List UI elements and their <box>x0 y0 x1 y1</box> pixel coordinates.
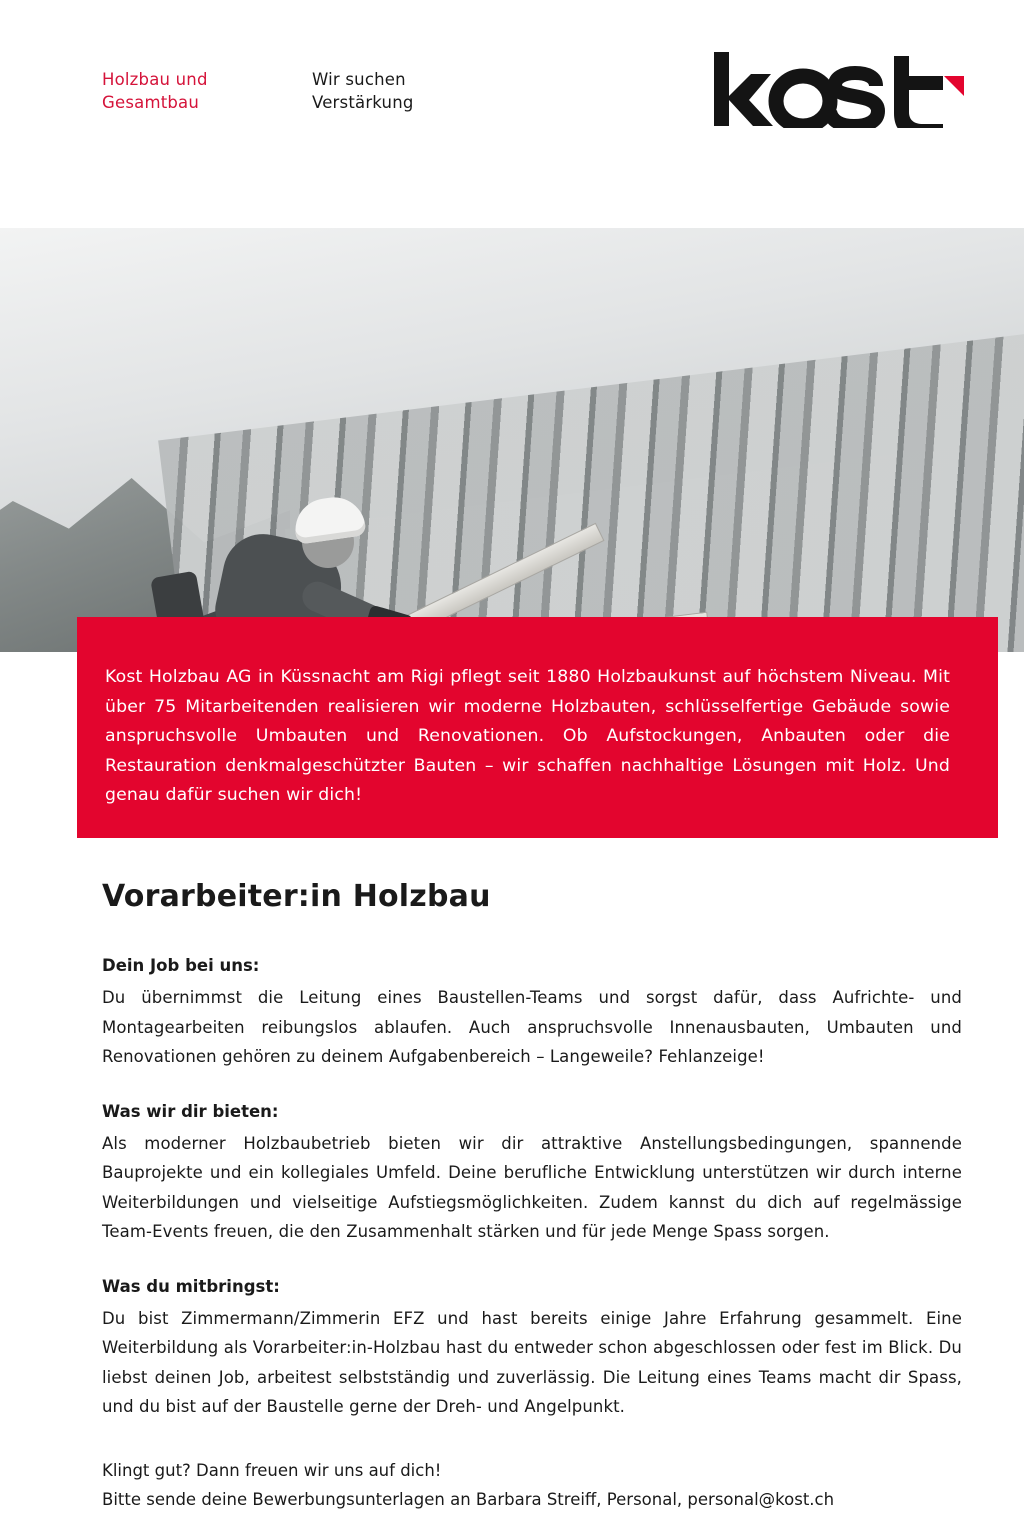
section-was-wir-bieten <box>102 1098 962 1247</box>
page-header <box>0 0 1024 213</box>
hiring-tagline-line2: Verstärkung <box>312 93 414 112</box>
closing-block <box>102 1456 962 1515</box>
section-heading: Was wir dir bieten: <box>102 1101 279 1121</box>
section-body: Du bist Zimmermann/Zimmerin EFZ und hast bereits einige Jahre Erfahrung gesammelt. Eine Weiterbildung als Vorarbeiter:in-Holzbau hast du entweder schon abgeschlossen oder fest im Blick. Du liebst deinen Job, arbeitest selbstständig und zuverlässig. Die Leitung eines Teams macht dir Spass, und du bist auf der Baustelle gerne der Dreh- und Angelpunkt. <box>102 1308 962 1416</box>
hiring-tagline-line1: Wir suchen <box>312 70 406 89</box>
section-dein-job <box>102 952 962 1072</box>
job-posting-content <box>102 880 962 1515</box>
closing-line-1: Klingt gut? Dann freuen wir uns auf dich! <box>102 1460 442 1480</box>
closing-line-2[interactable]: Bitte sende deine Bewerbungsunterlagen an Barbara Streiff, Personal, personal@kost.ch <box>102 1490 835 1509</box>
page-title: Vorarbeiter:in Holzbau <box>102 879 491 914</box>
hero-image <box>0 228 1024 652</box>
company-division-label <box>102 68 208 114</box>
intro-text: Kost Holzbau AG in Küssnacht am Rigi pflegt seit 1880 Holzbaukunst auf höchstem Niveau. Mit über 75 Mitarbeitenden realisieren wir moderne Holzbauten, schlüsselfertige Gebäude sowie anspruchsvolle Umbauten und Renovationen. Ob Aufstockungen, Anbauten oder die Restauration denkmalgeschützter Bauten – wir schaffen nachhaltige Lösungen mit Holz. Und genau dafür suchen wir dich! <box>105 667 950 805</box>
company-division-line2: Gesamtbau <box>102 93 200 112</box>
intro-banner <box>77 617 998 838</box>
section-was-du-mitbringst <box>102 1273 962 1422</box>
hiring-tagline <box>312 68 414 114</box>
company-division-line1: Holzbau und <box>102 70 208 89</box>
kost-logo <box>708 48 968 128</box>
worker-helmet <box>291 493 366 544</box>
section-heading: Was du mitbringst: <box>102 1276 280 1296</box>
section-heading: Dein Job bei uns: <box>102 956 260 975</box>
section-body: Du übernimmst die Leitung eines Baustellen-Teams und sorgst dafür, dass Aufrichte- und Montagearbeiten reibungslos ablaufen. Auch anspruchsvolle Innenausbauten, Umbauten und Renovationen gehören zu deinem Aufgabenbereich – Langeweile? Fehlanzeige! <box>102 988 962 1066</box>
section-body: Als moderner Holzbaubetrieb bieten wir dir attraktive Anstellungsbedingungen, spannende Bauprojekte und ein kollegiales Umfeld. Deine berufliche Entwicklung unterstützen wir durch interne Weiterbildungen und vielseitige Aufstiegsmöglichkeiten. Zudem kannst du dich auf regelmässige Team-Events freuen, die den Zusammenhalt stärken und für jede Menge Spass sorgen. <box>102 1133 962 1241</box>
